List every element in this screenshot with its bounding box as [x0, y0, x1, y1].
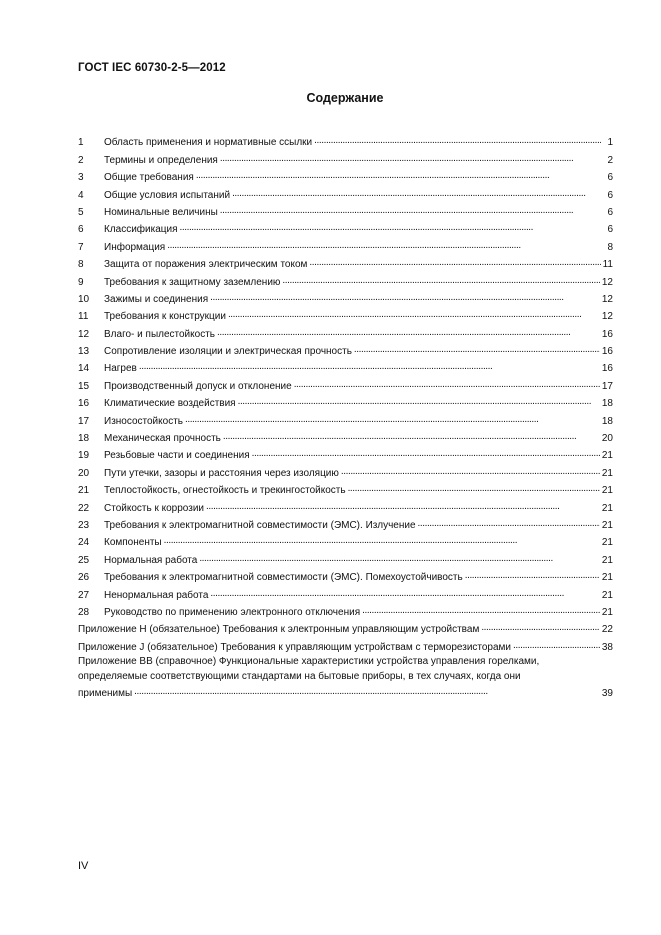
- toc-entry-label: Термины и определения: [104, 154, 218, 166]
- leader-dots: [282, 275, 599, 286]
- toc-entry-number: 23: [78, 519, 90, 531]
- leader-dots: [167, 240, 601, 251]
- toc-entry-label: Область применения и нормативные ссылки: [104, 137, 313, 149]
- toc-entry-label: Механическая прочность: [104, 433, 221, 445]
- leader-dots: [206, 501, 600, 512]
- toc-entry-page: 21: [601, 606, 613, 618]
- leader-dots: [210, 588, 599, 599]
- toc-entry[interactable]: [78, 392, 613, 409]
- toc-entry-number: 5: [78, 206, 84, 218]
- toc-entry-number: 13: [78, 346, 90, 358]
- toc-entry[interactable]: [78, 374, 613, 391]
- toc-entry-number: 8: [78, 259, 84, 271]
- toc-entry-number: 18: [78, 433, 90, 445]
- toc-entry-label: Производственный допуск и отклонение: [104, 380, 292, 392]
- toc-entry-page: 16: [601, 363, 613, 375]
- toc-entry-page: 21: [601, 450, 613, 462]
- toc-entry[interactable]: [78, 148, 613, 165]
- toc-annex[interactable]: [78, 635, 613, 652]
- toc-entry-label: Сопротивление изоляции и электрическая прочность: [104, 346, 352, 358]
- toc-entry-page: 21: [601, 485, 613, 497]
- leader-dots: [348, 483, 600, 494]
- toc-entry[interactable]: [78, 322, 613, 339]
- toc-entry-number: 9: [78, 276, 84, 288]
- leader-dots: [210, 292, 600, 303]
- toc-entry-label: Требования к конструкции: [104, 311, 226, 323]
- toc-entry-page: 12: [601, 311, 613, 323]
- toc-entry-page: 18: [601, 398, 613, 410]
- toc-entry[interactable]: [78, 531, 613, 548]
- leader-dots: [220, 205, 601, 216]
- toc-entry-label: Влаго- и пылестойкость: [104, 328, 215, 340]
- leader-dots: [314, 135, 601, 146]
- toc-entry-number: 7: [78, 241, 84, 253]
- toc-entry-label: Пути утечки, зазоры и расстояния через изоляцию: [104, 467, 339, 479]
- toc-entry-label: Ненормальная работа: [104, 589, 209, 601]
- toc-entry-label: Общие требования: [104, 172, 194, 184]
- toc-entry[interactable]: [78, 583, 613, 600]
- toc-annex[interactable]: [78, 618, 613, 635]
- toc-entry-number: 24: [78, 537, 90, 549]
- leader-dots: [465, 570, 600, 581]
- toc-entry-number: 6: [78, 224, 84, 236]
- toc-entry-page: 6: [607, 172, 613, 184]
- toc-entry[interactable]: [78, 270, 613, 287]
- toc-entry-label: Компоненты: [104, 537, 162, 549]
- toc-entry-label: Износостойкость: [104, 415, 183, 427]
- toc-entry-label: Теплостойкость, огнестойкость и трекингостойкость: [104, 485, 346, 497]
- toc-entry[interactable]: [78, 235, 613, 252]
- leader-dots: [341, 466, 600, 477]
- toc-entry-page: 21: [601, 467, 613, 479]
- toc-entry-page: 12: [601, 276, 613, 288]
- leader-dots: [481, 622, 600, 633]
- toc-entry-label: Нормальная работа: [104, 554, 198, 566]
- toc-entry-page: 6: [607, 224, 613, 236]
- toc-entry-number: 25: [78, 554, 90, 566]
- toc-annex-label: Приложение Н (обязательное) Требования к электронным управляющим устройствам: [78, 624, 480, 636]
- toc-entry[interactable]: [78, 183, 613, 200]
- leader-dots: [252, 448, 600, 459]
- toc-entry-label: Требования к электромагнитной совместимости (ЭМС). Излучение: [104, 519, 416, 531]
- leader-dots: [228, 309, 600, 320]
- toc-entry-number: 10: [78, 293, 90, 305]
- toc-entry[interactable]: [78, 288, 613, 305]
- toc-entry-number: 14: [78, 363, 90, 375]
- toc-entry-page: 6: [607, 189, 613, 201]
- leader-dots: [418, 518, 600, 529]
- toc-entry-page: 17: [601, 380, 613, 392]
- toc-entry-label: Общие условия испытаний: [104, 189, 231, 201]
- leader-dots: [199, 553, 600, 564]
- leader-dots: [134, 686, 600, 697]
- toc-entry-page: 16: [601, 346, 613, 358]
- toc-entry[interactable]: [78, 566, 613, 583]
- toc-entry-number: 12: [78, 328, 90, 340]
- toc-entry-page: 16: [601, 328, 613, 340]
- toc-entry[interactable]: [78, 514, 613, 531]
- toc-entry-number: 1: [78, 137, 84, 149]
- annex-bb-page: 39: [601, 687, 613, 699]
- toc-entry-label: Резьбовые части и соединения: [104, 450, 250, 462]
- toc-entry-page: 21: [601, 589, 613, 601]
- toc-entry-number: 19: [78, 450, 90, 462]
- toc-annex-bb[interactable]: [78, 654, 613, 699]
- toc-entry-page: 18: [601, 415, 613, 427]
- table-of-contents: [78, 131, 613, 699]
- toc-entry-page: 2: [607, 154, 613, 166]
- toc-entry[interactable]: [78, 409, 613, 426]
- leader-dots: [139, 361, 600, 372]
- leader-dots: [232, 188, 601, 199]
- annex-bb-line2: определяемые соответствующими стандартами на бытовые приборы, в тех случаях, когда они: [78, 670, 521, 682]
- toc-entry-number: 3: [78, 172, 84, 184]
- toc-entry[interactable]: [78, 444, 613, 461]
- leader-dots: [220, 153, 601, 164]
- toc-entry-page: 20: [601, 433, 613, 445]
- toc-entry-number: 17: [78, 415, 90, 427]
- toc-entry-page: 8: [607, 241, 613, 253]
- toc-entry-label: Классификация: [104, 224, 178, 236]
- toc-entry-label: Климатические воздействия: [104, 398, 236, 410]
- leader-dots: [354, 344, 600, 355]
- leader-dots: [513, 640, 600, 651]
- toc-entry-label: Информация: [104, 241, 166, 253]
- toc-entry[interactable]: [78, 479, 613, 496]
- leader-dots: [217, 327, 600, 338]
- toc-entry-page: 21: [601, 519, 613, 531]
- toc-entry-number: 2: [78, 154, 84, 166]
- toc-entry-number: 26: [78, 572, 90, 584]
- toc-entry-page: 1: [607, 137, 613, 149]
- leader-dots: [185, 414, 600, 425]
- toc-entry[interactable]: [78, 427, 613, 444]
- toc-entry[interactable]: [78, 305, 613, 322]
- toc-entry[interactable]: [78, 496, 613, 513]
- toc-entry-number: 15: [78, 380, 90, 392]
- toc-entry-page: 21: [601, 502, 613, 514]
- toc-entry[interactable]: [78, 340, 613, 357]
- toc-entry-number: 28: [78, 606, 90, 618]
- toc-entry-label: Зажимы и соединения: [104, 293, 209, 305]
- toc-entry[interactable]: [78, 166, 613, 183]
- toc-annex-page: 38: [601, 641, 613, 653]
- document-header: ГОСТ IEC 60730-2-5—2012: [78, 62, 226, 74]
- toc-entry-label: Требования к электромагнитной совместимости (ЭМС). Помехоустойчивость: [104, 572, 463, 584]
- toc-entry[interactable]: [78, 601, 613, 618]
- toc-entry[interactable]: [78, 253, 613, 270]
- leader-dots: [180, 222, 601, 233]
- toc-entry-number: 27: [78, 589, 90, 601]
- toc-entry-page: 6: [607, 206, 613, 218]
- toc-entry[interactable]: [78, 357, 613, 374]
- annex-bb-line3: применимы: [78, 687, 133, 699]
- toc-entry-number: 11: [78, 311, 89, 323]
- toc-entry-label: Номинальные величины: [104, 206, 218, 218]
- toc-entry-label: Защита от поражения электрическим током: [104, 259, 308, 271]
- leader-dots: [196, 170, 601, 181]
- toc-entry-number: 22: [78, 502, 90, 514]
- page-title: Содержание: [306, 91, 384, 105]
- leader-dots: [238, 396, 600, 407]
- leader-dots: [294, 379, 600, 390]
- toc-entry-number: 21: [78, 485, 90, 497]
- toc-entry[interactable]: [78, 218, 613, 235]
- toc-entry[interactable]: [78, 201, 613, 218]
- toc-entry-number: 4: [78, 189, 84, 201]
- leader-dots: [164, 535, 600, 546]
- leader-dots: [309, 257, 600, 268]
- toc-entry-number: 20: [78, 467, 90, 479]
- toc-entry-label: Руководство по применению электронного отключения: [104, 606, 361, 618]
- page-number-footer: IV: [78, 860, 89, 872]
- toc-annex-page: 22: [601, 624, 613, 636]
- toc-entry-page: 21: [601, 554, 613, 566]
- annex-bb-line1: Приложение ВВ (справочное) Функциональные характеристики устройства управления горелками,: [78, 655, 540, 667]
- toc-entry-page: 21: [601, 572, 613, 584]
- leader-dots: [362, 605, 600, 616]
- toc-entry-page: 12: [601, 293, 613, 305]
- toc-entry[interactable]: [78, 461, 613, 478]
- toc-entry-page: 11: [602, 259, 613, 271]
- toc-annex-label: Приложение J (обязательное) Требования к управляющим устройствам с терморезисторами: [78, 641, 512, 653]
- toc-entry[interactable]: [78, 548, 613, 565]
- toc-entry[interactable]: [78, 131, 613, 148]
- toc-entry-label: Нагрев: [104, 363, 137, 375]
- toc-entry-label: Стойкость к коррозии: [104, 502, 204, 514]
- leader-dots: [223, 431, 600, 442]
- toc-entry-page: 21: [601, 537, 613, 549]
- toc-entry-label: Требования к защитному заземлению: [104, 276, 281, 288]
- toc-entry-number: 16: [78, 398, 90, 410]
